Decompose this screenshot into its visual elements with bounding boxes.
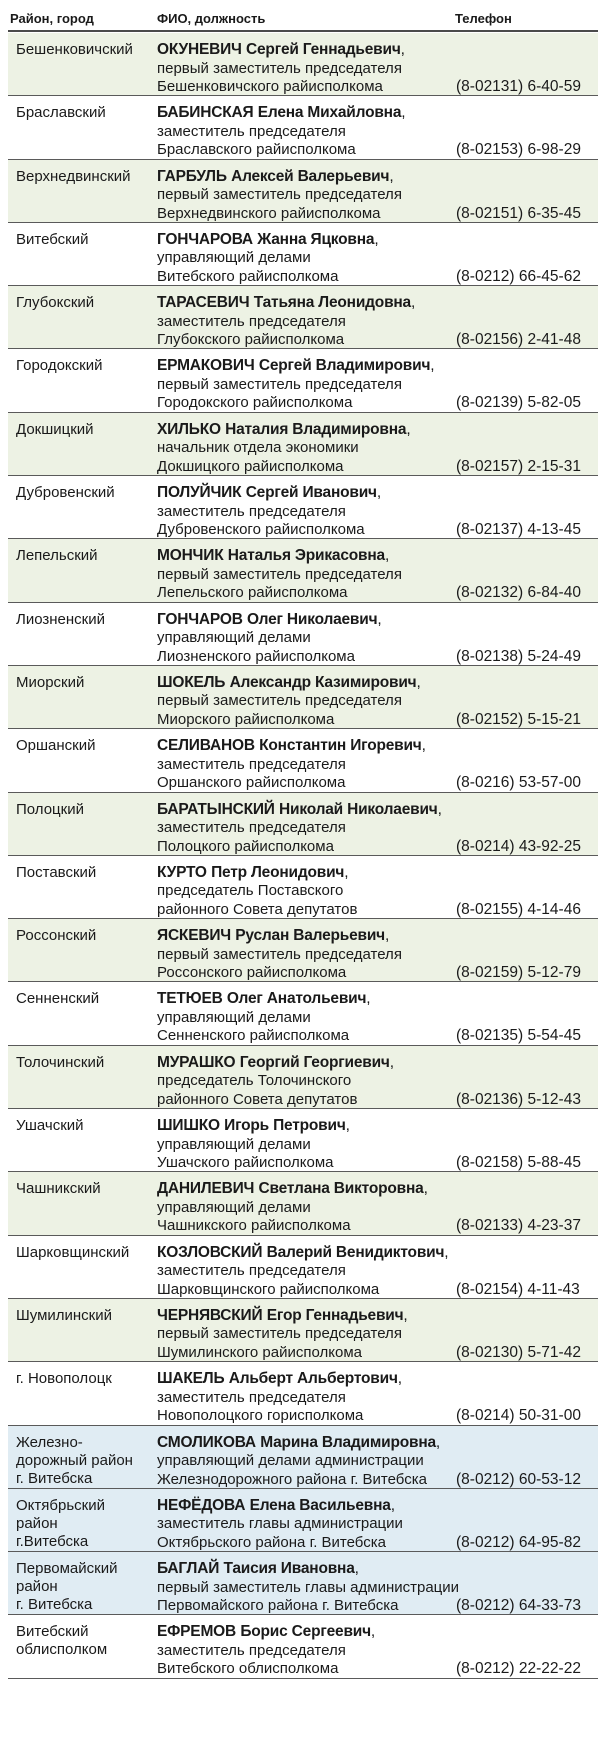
position-line-1: первый заместитель главы администрации [157,1578,460,1596]
header-phone: Телефон [455,11,512,26]
district-name: Оршанский [16,737,96,755]
person-surname: МУРАШКО [157,1053,236,1071]
person-given-name: Олег Николаевич [247,610,378,628]
position-line-1: управляющий делами [157,1198,311,1216]
position-line-1: управляющий делами [157,1008,311,1026]
person-block: БАБИНСКАЯ Елена Михайловна, заместитель председателя Браславского райисполкома [157,104,406,159]
person-block: ШИШКО Игорь Петрович, управляющий делами Ушачского райисполкома [157,1117,350,1172]
person-block: ШОКЕЛЬ Александр Казимирович, первый заместитель председателя Миорского райисполкома [157,673,421,728]
person-block: НЕФЁДОВА Елена Васильевна, заместитель главы администрации Октябрьского района г. Витебска [157,1496,403,1551]
district-name: Лепельский [16,547,98,565]
phone-number: (8-02133) 4-23-37 [456,1217,581,1235]
person-given-name: Елена Васильевна [249,1496,391,1514]
phone-number: (8-02132) 6-84-40 [456,584,581,602]
person-given-name: Жанна Яцковна [257,230,375,248]
person-block: КУРТО Петр Леонидович, председатель Поставского районного Совета депутатов [157,863,358,918]
table-row [8,1299,598,1362]
district-name: Сенненский [16,990,100,1008]
person-surname: ДАНИЛЕВИЧ [157,1180,255,1198]
phone-number: (8-02139) 5-82-05 [456,394,581,412]
position-line-2: Верхнедвинского райисполкома [157,204,381,222]
district-name: Витебский облисполком [16,1623,108,1659]
table-row [8,666,598,729]
person-block: ЧЕРНЯВСКИЙ Егор Геннадьевич, первый заместитель председателя Шумилинского райисполкома [157,1306,408,1361]
person-given-name: Татьяна Леонидовна [253,294,411,312]
position-line-2: Сенненского райисполкома [157,1027,350,1045]
district-name: Чашникский [16,1180,101,1198]
district-name: Докшицкий [16,420,94,438]
district-name: Шумилинский [16,1306,113,1324]
person-block: БАРАТЫНСКИЙ Николай Николаевич, заместитель председателя Полоцкого райисполкома [157,800,442,855]
district-name: Первомайский район г. Витебска [16,1560,118,1614]
district-name: Поставский [16,863,97,881]
phone-number: (8-02131) 6-40-59 [456,78,581,95]
position-line-2: районного Совета депутатов [157,1090,358,1108]
position-line-1: заместитель председателя [157,312,346,330]
person-surname: НЕФЁДОВА [157,1496,246,1514]
table-row [8,160,598,223]
person-surname: СЕЛИВАНОВ [157,737,255,755]
table-row [8,1109,598,1172]
person-given-name: Светлана Викторовна [258,1180,424,1198]
phone-number: (8-02153) 6-98-29 [456,141,581,159]
position-line-2: Глубокского райисполкома [157,331,345,349]
person-block: ДАНИЛЕВИЧ Светлана Викторовна, управляющий делами Чашникского райисполкома [157,1180,428,1235]
position-line-2: Ушачского райисполкома [157,1154,334,1172]
header-rule [8,30,598,32]
table-body [8,33,598,1679]
table-row [8,1489,598,1552]
person-given-name: Борис Сергеевич [240,1623,371,1641]
position-line-1: управляющий делами администрации [157,1452,424,1470]
phone-number: (8-02156) 2-41-48 [456,331,581,349]
position-line-1: первый заместитель председателя [157,565,402,583]
position-line-2: Первомайского района г. Витебска [157,1597,399,1615]
phone-number: (8-0214) 43-92-25 [456,837,581,855]
person-surname: КОЗЛОВСКИЙ [157,1243,263,1261]
person-given-name: Петр Леонидович [211,863,345,881]
table-row [8,982,598,1045]
position-line-2: Новополоцкого горисполкома [157,1407,364,1425]
person-block: ХИЛЬКО Наталия Владимировна, начальник отдела экономики Докшицкого райисполкома [157,420,411,475]
header-district: Район, город [10,11,94,26]
table-row [8,1046,598,1109]
person-given-name: Марина Владимировна [260,1433,436,1451]
person-surname: БАГЛАЙ [157,1560,220,1578]
phone-number: (8-02138) 5-24-49 [456,647,581,665]
person-given-name: Таисия Ивановна [223,1560,355,1578]
position-line-2: Лиозненского райисполкома [157,647,355,665]
person-block: ЕФРЕМОВ Борис Сергеевич, заместитель председателя Витебского облисполкома [157,1623,376,1678]
position-line-1: председатель Толочинского [157,1072,352,1090]
district-name: Верхнедвинский [16,167,131,185]
person-block: КОЗЛОВСКИЙ Валерий Венидиктович, заместитель председателя Шарковщинского райисполкома [157,1243,449,1298]
person-block: ОКУНЕВИЧ Сергей Геннадьевич, первый заместитель председателя Бешенковичского райисполкома [157,41,405,95]
position-line-2: Витебского облисполкома [157,1660,339,1678]
person-surname: ШОКЕЛЬ [157,673,226,691]
person-given-name: Егор Геннадьевич [266,1306,404,1324]
table-row [8,856,598,919]
person-given-name: Георгий Георгиевич [239,1053,390,1071]
position-line-2: Дубровенского райисполкома [157,521,365,539]
position-line-1: начальник отдела экономики [157,439,359,457]
person-surname: ГАРБУЛЬ [157,167,227,185]
position-line-2: Городокского райисполкома [157,394,353,412]
person-block: ЕРМАКОВИЧ Сергей Владимирович, первый заместитель председателя Городокского райисполкома [157,357,435,412]
position-line-1: председатель Поставского [157,882,344,900]
district-name: Лиозненский [16,610,106,628]
person-surname: ШИШКО [157,1117,220,1135]
person-given-name: Сергей Иванович [245,484,377,502]
position-line-1: управляющий делами [157,629,311,647]
phone-number: (8-02154) 4-11-43 [456,1280,580,1298]
district-name: Толочинский [16,1053,105,1071]
position-line-1: первый заместитель председателя [157,59,402,77]
position-line-2: Браславского райисполкома [157,141,356,159]
position-line-1: первый заместитель председателя [157,375,402,393]
person-surname: ЕРМАКОВИЧ [157,357,255,375]
person-block: ЯСКЕВИЧ Руслан Валерьевич, первый заместитель председателя Россонского райисполкома [157,927,402,982]
phone-number: (8-02130) 5-71-42 [456,1343,581,1361]
district-name: Дубровенский [16,484,115,502]
table-row [8,1236,598,1299]
person-block: ГОНЧАРОВА Жанна Яцковна, управляющий делами Витебского райисполкома [157,230,379,285]
phone-number: (8-0212) 66-45-62 [456,267,581,285]
phone-number: (8-02157) 2-15-31 [456,457,581,475]
phone-number: (8-02159) 5-12-79 [456,964,581,982]
person-given-name: Александр Казимирович [229,673,417,691]
header-person: ФИО, должность [157,11,266,26]
person-given-name: Сергей Геннадьевич [246,41,401,58]
position-line-1: заместитель председателя [157,502,346,520]
position-line-2: Оршанского райисполкома [157,774,346,792]
phone-number: (8-02135) 5-54-45 [456,1027,581,1045]
person-surname: ШАКЕЛЬ [157,1370,225,1388]
district-name: г. Новополоцк [16,1370,112,1388]
position-line-1: первый заместитель председателя [157,186,402,204]
position-line-2: Шарковщинского райисполкома [157,1280,380,1298]
table-row [8,33,598,96]
phone-number: (8-0216) 53-57-00 [456,774,581,792]
position-line-1: первый заместитель председателя [157,1325,402,1343]
table-row [8,793,598,856]
district-name: Городокский [16,357,103,375]
person-given-name: Константин Игоревич [259,737,422,755]
phone-number: (8-0212) 64-95-82 [456,1533,581,1551]
person-given-name: Олег Анатольевич [226,990,367,1008]
position-line-2: Октябрьского района г. Витебска [157,1533,386,1551]
position-line-2: Витебского райисполкома [157,267,339,285]
position-line-2: Бешенковичского райисполкома [157,78,383,95]
person-block: ТЕТЮЕВ Олег Анатольевич, управляющий делами Сенненского райисполкома [157,990,371,1045]
person-block: МУРАШКО Георгий Георгиевич, председатель Толочинского районного Совета депутатов [157,1053,395,1108]
table-row [8,1615,598,1678]
person-surname: ГОНЧАРОВ [157,610,243,628]
person-surname: ЯСКЕВИЧ [157,927,231,945]
position-line-2: Железнодорожного района г. Витебска [157,1470,427,1488]
table-row [8,1362,598,1425]
table-row [8,96,598,159]
table-row [8,729,598,792]
district-name: Железно- дорожный район г. Витебска [16,1433,133,1487]
phone-number: (8-02137) 4-13-45 [456,521,581,539]
person-surname: БАБИНСКАЯ [157,104,254,122]
table-row [8,1172,598,1235]
person-block: ШАКЕЛЬ Альберт Альбертович, заместитель председателя Новополоцкого горисполкома [157,1370,403,1425]
person-given-name: Елена Михайловна [257,104,402,122]
person-block: ГОНЧАРОВ Олег Николаевич, управляющий делами Лиозненского райисполкома [157,610,382,665]
position-line-1: заместитель председателя [157,819,346,837]
district-name: Витебский [16,230,89,248]
district-name: Октябрьский район г.Витебска [16,1496,105,1550]
position-line-1: управляющий делами [157,1135,311,1153]
position-line-1: заместитель председателя [157,1641,346,1659]
person-surname: БАРАТЫНСКИЙ [157,800,275,818]
person-block: СЕЛИВАНОВ Константин Игоревич, заместитель председателя Оршанского райисполкома [157,737,426,792]
person-given-name: Валерий Венидиктович [266,1243,445,1261]
person-given-name: Алексей Валерьевич [231,167,390,185]
person-block: БАГЛАЙ Таисия Ивановна, первый заместитель главы администрации Первомайского района г. Витебска [157,1560,460,1615]
phone-number: (8-02152) 5-15-21 [456,710,581,728]
position-line-2: Шумилинского райисполкома [157,1343,362,1361]
person-surname: ЧЕРНЯВСКИЙ [157,1306,263,1324]
person-given-name: Руслан Валерьевич [235,927,385,945]
person-block: СМОЛИКОВА Марина Владимировна, управляющий делами администрации Железнодорожного района г. Витебска [157,1433,441,1488]
position-line-1: заместитель председателя [157,1262,346,1280]
table-row [8,413,598,476]
phone-number: (8-0212) 60-53-12 [456,1470,581,1488]
person-surname: ПОЛУЙЧИК [157,484,242,502]
person-block: ПОЛУЙЧИК Сергей Иванович, заместитель председателя Дубровенского райисполкома [157,484,382,539]
position-line-2: Докшицкого райисполкома [157,457,344,475]
person-given-name: Игорь Петрович [224,1117,346,1135]
phone-number: (8-0214) 50-31-00 [456,1407,581,1425]
position-line-1: первый заместитель председателя [157,945,402,963]
table-row [8,349,598,412]
phone-number: (8-02155) 4-14-46 [456,900,581,918]
position-line-1: заместитель председателя [157,755,346,773]
person-surname: ЕФРЕМОВ [157,1623,237,1641]
position-line-1: заместитель главы администрации [157,1515,403,1533]
position-line-2: Миорского райисполкома [157,710,335,728]
district-name: Россонский [16,927,97,945]
position-line-2: районного Совета депутатов [157,900,358,918]
table-row [8,603,598,666]
phone-number: (8-0212) 22-22-22 [456,1660,581,1678]
position-line-1: заместитель председателя [157,122,346,140]
position-line-1: заместитель председателя [157,1388,346,1406]
table-row [8,1426,598,1489]
phone-number: (8-02158) 5-88-45 [456,1154,581,1172]
person-block: МОНЧИК Наталья Эрикасовна, первый заместитель председателя Лепельского райисполкома [157,547,402,602]
person-block: ГАРБУЛЬ Алексей Валерьевич, первый заместитель председателя Верхнедвинского райисполкома [157,167,402,222]
person-surname: КУРТО [157,863,207,881]
district-name: Полоцкий [16,800,84,818]
district-name: Миорский [16,673,85,691]
person-given-name: Николай Николаевич [279,800,438,818]
position-line-2: Лепельского райисполкома [157,584,348,602]
person-given-name: Наталия Владимировна [225,420,407,438]
district-name: Глубокский [16,294,95,312]
person-surname: ТАРАСЕВИЧ [157,294,250,312]
person-surname: СМОЛИКОВА [157,1433,256,1451]
position-line-2: Чашникского райисполкома [157,1217,351,1235]
table-row [8,286,598,349]
table-row [8,223,598,286]
person-given-name: Сергей Владимирович [258,357,431,375]
table-row [8,919,598,982]
person-given-name: Наталья Эрикасовна [227,547,385,565]
person-surname: МОНЧИК [157,547,224,565]
table-header [0,0,600,30]
position-line-1: управляющий делами [157,249,311,267]
person-surname: ТЕТЮЕВ [157,990,223,1008]
position-line-2: Полоцкого райисполкома [157,837,334,855]
table-row [8,539,598,602]
table-row [8,476,598,539]
person-surname: ОКУНЕВИЧ [157,41,242,58]
district-name: Ушачский [16,1117,84,1135]
phone-number: (8-02151) 6-35-45 [456,204,581,222]
district-name: Бешенковичский [16,41,133,58]
phone-number: (8-02136) 5-12-43 [456,1090,581,1108]
position-line-2: Россонского райисполкома [157,964,347,982]
person-given-name: Альберт Альбертович [228,1370,398,1388]
person-surname: ХИЛЬКО [157,420,221,438]
position-line-1: первый заместитель председателя [157,692,402,710]
phone-number: (8-0212) 64-33-73 [456,1597,581,1615]
district-name: Браславский [16,104,106,122]
table-row [8,1552,598,1615]
person-surname: ГОНЧАРОВА [157,230,253,248]
person-block: ТАРАСЕВИЧ Татьяна Леонидовна, заместитель председателя Глубокского райисполкома [157,294,416,349]
district-name: Шарковщинский [16,1243,130,1261]
